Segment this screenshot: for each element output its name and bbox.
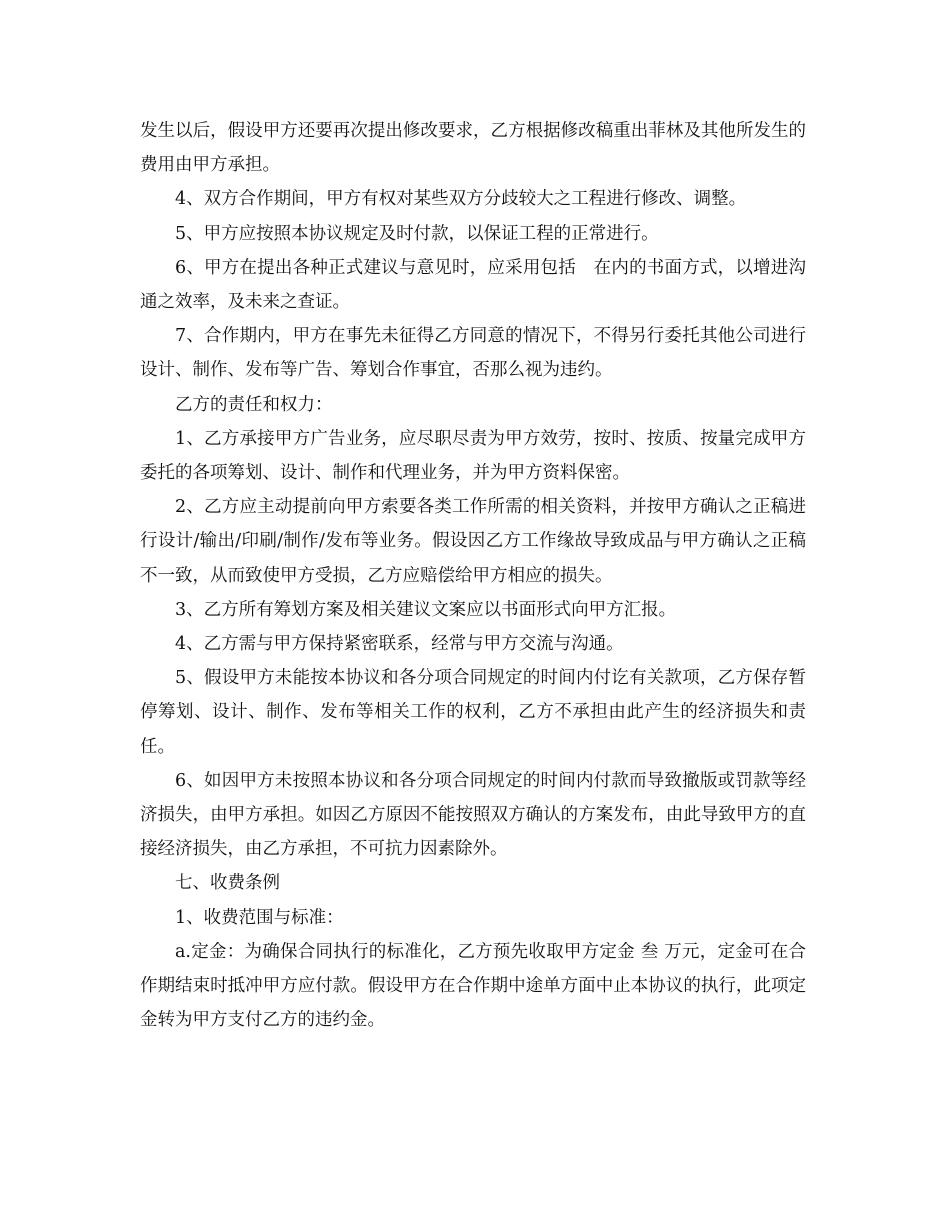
paragraph-15: a.定金：为确保合同执行的标准化，乙方预先收取甲方定金 叁 万元，定金可在合作期结束时抵冲甲方应付款。假设甲方在合作期中途单方面中止本协议的执行，此项定金转为甲方支付乙方的违约金。 xyxy=(140,941,806,1031)
paragraph-7: 1、乙方承接甲方广告业务，应尽职尽责为甲方效劳，按时、按质、按量完成甲方委托的各项筹划、设计、制作和代理业务，并为甲方资料保密。 xyxy=(140,428,806,484)
paragraph-10: 4、乙方需与甲方保持紧密联系，经常与甲方交流与沟通。 xyxy=(175,634,624,655)
paragraph-9: 3、乙方所有筹划方案及相关建议文案应以书面形式向甲方汇报。 xyxy=(175,599,677,620)
paragraph-3: 5、甲方应按照本协议规定及时付款，以保证工程的正常进行。 xyxy=(175,223,659,244)
document-body xyxy=(140,114,806,1037)
paragraph-2: 4、双方合作期间，甲方有权对某些双方分歧较大之工程进行修改、调整。 xyxy=(175,189,747,210)
paragraph-8: 2、乙方应主动提前向甲方索要各类工作所需的相关资料，并按甲方确认之正稿进行设计/输出/印刷/制作/发布等业务。假设因乙方工作缘故导致成品与甲方确认之正稿不一致，从而致使甲方受损，乙方应赔偿给甲方相应的损失。 xyxy=(140,497,806,586)
section-heading-fee-terms: 七、收费条例 xyxy=(175,873,280,894)
paragraph-1: 发生以后，假设甲方还要再次提出修改要求，乙方根据修改稿重出菲林及其他所发生的费用由甲方承担。 xyxy=(140,121,806,176)
paragraph-5: 7、合作期内，甲方在事先未征得乙方同意的情况下，不得另行委托其他公司进行设计、制作、发布等广告、筹划合作事宜，否那么视为违约。 xyxy=(140,326,806,381)
section-heading-party-b-responsibilities: 乙方的责任和权力： xyxy=(175,394,333,415)
paragraph-4: 6、甲方在提出各种正式建议与意见时，应采用包括 在内的书面方式，以增进沟通之效率，及未来之查证。 xyxy=(140,257,806,313)
paragraph-14: 1、收费范围与标准： xyxy=(175,907,344,928)
paragraph-11: 5、假设甲方未能按本协议和各分项合同规定的时间内付讫有关款项，乙方保存暂停筹划、设计、制作、发布等相关工作的权利，乙方不承担由此产生的经济损失和责任。 xyxy=(140,668,806,757)
paragraph-12: 6、如因甲方未按照本协议和各分项合同规定的时间内付款而导致撤版或罚款等经济损失，由甲方承担。如因乙方原因不能按照双方确认的方案发布，由此导致甲方的直接经济损失，由乙方承担，不可抗力因素除外。 xyxy=(140,770,806,860)
